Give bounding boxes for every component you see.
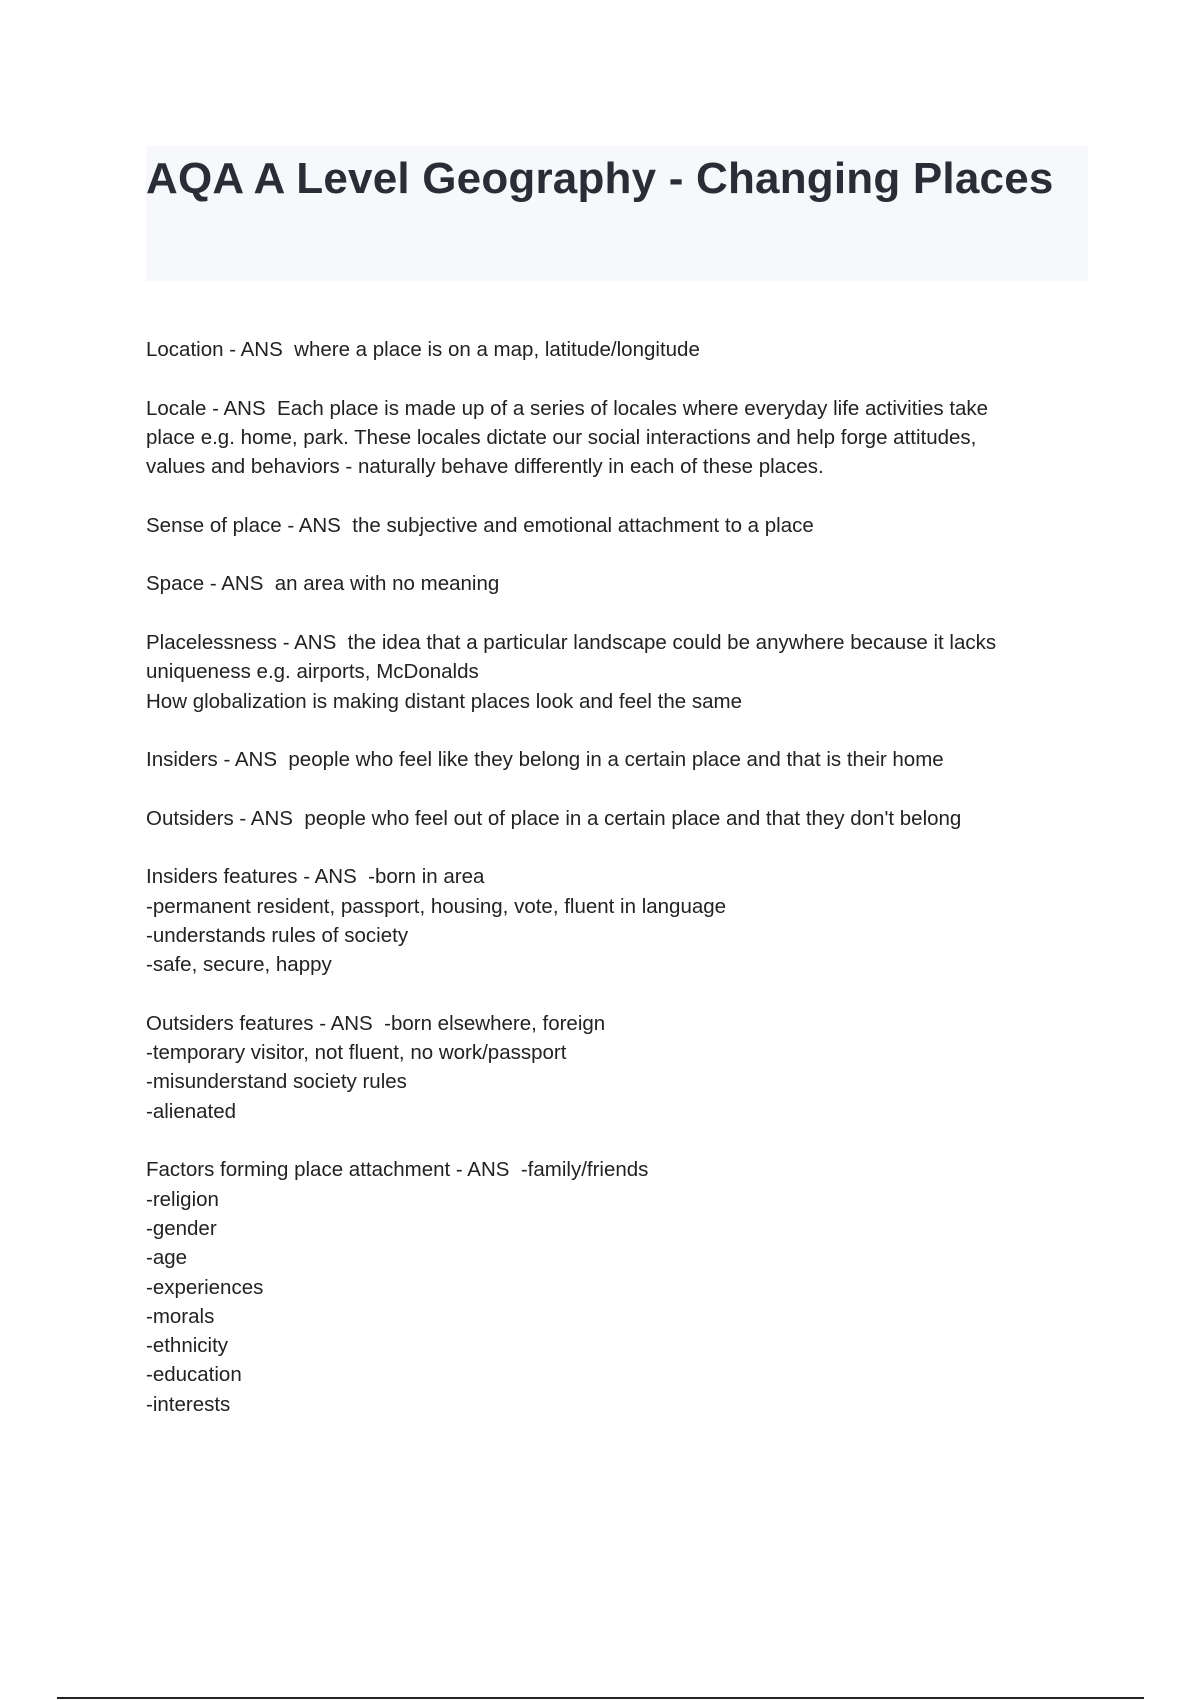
qa-line: Insiders - ANS people who feel like they belong in a certain place and that is their home (146, 748, 944, 772)
qa-line: Location - ANS where a place is on a map, latitude/longitude (146, 338, 700, 361)
qa-line: -alienated (146, 1099, 237, 1123)
qa-line: -misunderstand society rules (146, 1070, 407, 1094)
qa-line: -gender (146, 1216, 217, 1240)
qa-line: Factors forming place attachment - ANS -family/friends (146, 1158, 649, 1182)
qa-item (146, 862, 1088, 979)
qa-line: -interests (146, 1392, 231, 1416)
qa-item (146, 511, 1088, 540)
qa-item (146, 569, 1088, 598)
qa-line: -safe, secure, happy (146, 953, 332, 977)
qa-item (146, 745, 1088, 774)
qa-line: Outsiders - ANS people who feel out of place in a certain place and that they don't belong (146, 806, 962, 830)
qa-line: Sense of place - ANS the subjective and emotional attachment to a place (146, 513, 814, 537)
qa-line: -ethnicity (146, 1334, 229, 1358)
footer-divider (57, 1697, 1144, 1699)
qa-line: -experiences (146, 1275, 264, 1299)
qa-item (146, 335, 1088, 364)
qa-line: -education (146, 1363, 242, 1387)
qa-line: Insiders features - ANS -born in area (146, 865, 485, 889)
qa-item (146, 1155, 1088, 1419)
qa-item (146, 804, 1088, 833)
qa-line: place e.g. home, park. These locales dictate our social interactions and help forge attitudes, (146, 425, 977, 449)
qa-item (146, 394, 1088, 482)
qa-line: -temporary visitor, not fluent, no work/passport (146, 1041, 567, 1065)
qa-line: -permanent resident, passport, housing, vote, fluent in language (146, 894, 727, 918)
qa-item (146, 628, 1088, 716)
qa-line: -morals (146, 1304, 215, 1328)
qa-line: How globalization is making distant places look and feel the same (146, 689, 742, 713)
qa-line: uniqueness e.g. airports, McDonalds (146, 660, 479, 684)
qa-line: Space - ANS an area with no meaning (146, 572, 500, 596)
document-title: AQA A Level Geography - Changing Places (146, 154, 1054, 203)
qa-item (146, 1009, 1088, 1126)
qa-list (146, 335, 1088, 1448)
qa-line: Placelessness - ANS the idea that a particular landscape could be anywhere because it lacks (146, 630, 997, 654)
qa-line: values and behaviors - naturally behave differently in each of these places. (146, 455, 824, 479)
qa-line: -understands rules of society (146, 923, 409, 947)
qa-line: Outsiders features - ANS -born elsewhere, foreign (146, 1011, 606, 1035)
title-banner (146, 146, 1088, 281)
qa-line: -age (146, 1246, 188, 1270)
qa-line: Locale - ANS Each place is made up of a series of locales where everyday life activities take (146, 396, 989, 420)
qa-line: -religion (146, 1187, 219, 1211)
